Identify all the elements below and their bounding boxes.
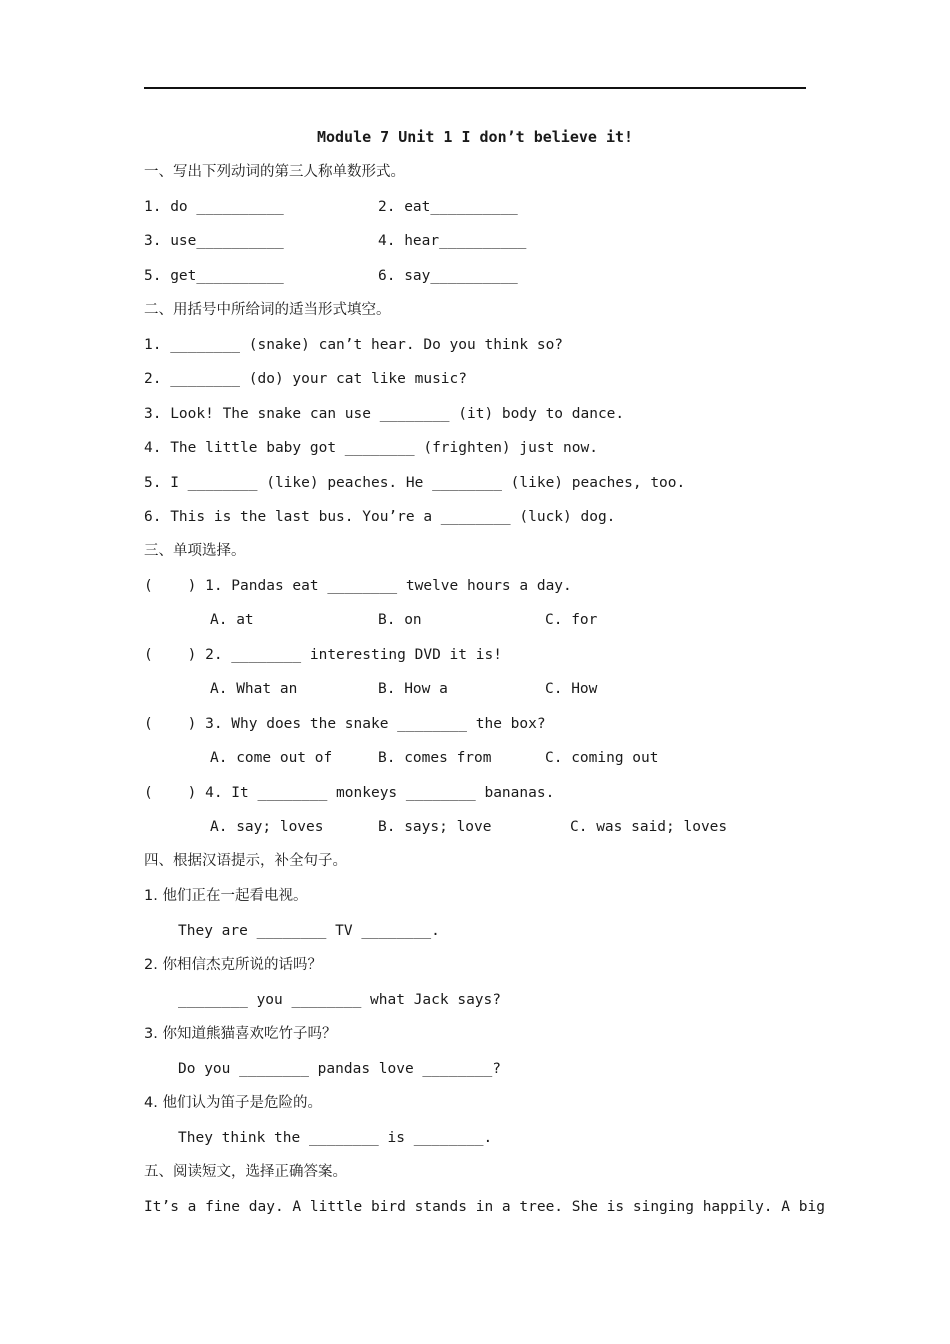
s3-q3-stem: ( ) 3. Why does the snake ________ the box? (144, 716, 546, 732)
s1-item-3: 3. use__________ (144, 233, 284, 249)
s3-q4-stem: ( ) 4. It ________ monkeys ________ bananas. (144, 785, 555, 801)
s3-q4-option-b: B. says; love (378, 819, 492, 835)
s1-item-4: 4. hear__________ (378, 233, 527, 249)
s4-item-1-en: They are ________ TV ________. (178, 923, 440, 939)
s4-item-4-en: They think the ________ is ________. (178, 1130, 493, 1146)
section1-heading: 一、写出下列动词的第三人称单数形式。 (144, 164, 405, 180)
s3-q4-option-a: A. say; loves (210, 819, 324, 835)
s3-q3-option-c: C. coming out (545, 750, 659, 766)
section4-heading: 四、根据汉语提示，补全句子。 (144, 853, 347, 869)
s4-item-2-en: ________ you ________ what Jack says? (178, 992, 502, 1008)
s1-item-5: 5. get__________ (144, 268, 284, 284)
s3-q4-option-c: C. was said; loves (570, 819, 728, 835)
s3-q2-option-b: B. How a (378, 681, 448, 697)
section5-heading: 五、阅读短文，选择正确答案。 (144, 1164, 347, 1180)
s4-item-4-cn: 4. 他们认为笛子是危险的。 (144, 1095, 322, 1111)
s3-q1-option-b: B. on (378, 612, 422, 628)
s3-q3-option-a: A. come out of (210, 750, 333, 766)
s2-item-5: 5. I ________ (like) peaches. He ________ (like) peaches, too. (144, 475, 686, 491)
s3-q1-option-c: C. for (545, 612, 598, 628)
s2-item-4: 4. The little baby got ________ (frighten) just now. (144, 440, 598, 456)
s2-item-1: 1. ________ (snake) can’t hear. Do you think so? (144, 337, 564, 353)
s4-item-3-en: Do you ________ pandas love ________? (178, 1061, 502, 1077)
s4-item-2-cn: 2. 你相信杰克所说的话吗？ (144, 957, 322, 973)
s3-q1-stem: ( ) 1. Pandas eat ________ twelve hours a day. (144, 578, 572, 594)
s2-item-2: 2. ________ (do) your cat like music? (144, 371, 468, 387)
s4-item-1-cn: 1. 他们正在一起看电视。 (144, 888, 308, 904)
s5-passage-line: It’s a fine day. A little bird stands in a tree. She is singing happily. A big (144, 1199, 825, 1215)
s1-item-2: 2. eat__________ (378, 199, 518, 215)
section2-heading: 二、用括号中所给词的适当形式填空。 (144, 302, 391, 318)
s3-q2-option-a: A. What an (210, 681, 298, 697)
s4-item-3-cn: 3. 你知道熊猫喜欢吃竹子吗？ (144, 1026, 337, 1042)
s1-item-1: 1. do __________ (144, 199, 284, 215)
header-rule (144, 87, 806, 89)
s3-q3-option-b: B. comes from (378, 750, 492, 766)
section3-heading: 三、单项选择。 (144, 543, 246, 559)
s3-q2-option-c: C. How (545, 681, 598, 697)
s3-q2-stem: ( ) 2. ________ interesting DVD it is! (144, 647, 502, 663)
s2-item-6: 6. This is the last bus. You’re a ________ (luck) dog. (144, 509, 616, 525)
s2-item-3: 3. Look! The snake can use ________ (it) body to dance. (144, 406, 625, 422)
s3-q1-option-a: A. at (210, 612, 254, 628)
s1-item-6: 6. say__________ (378, 268, 518, 284)
page-title: Module 7 Unit 1 I don’t believe it! (316, 128, 634, 146)
